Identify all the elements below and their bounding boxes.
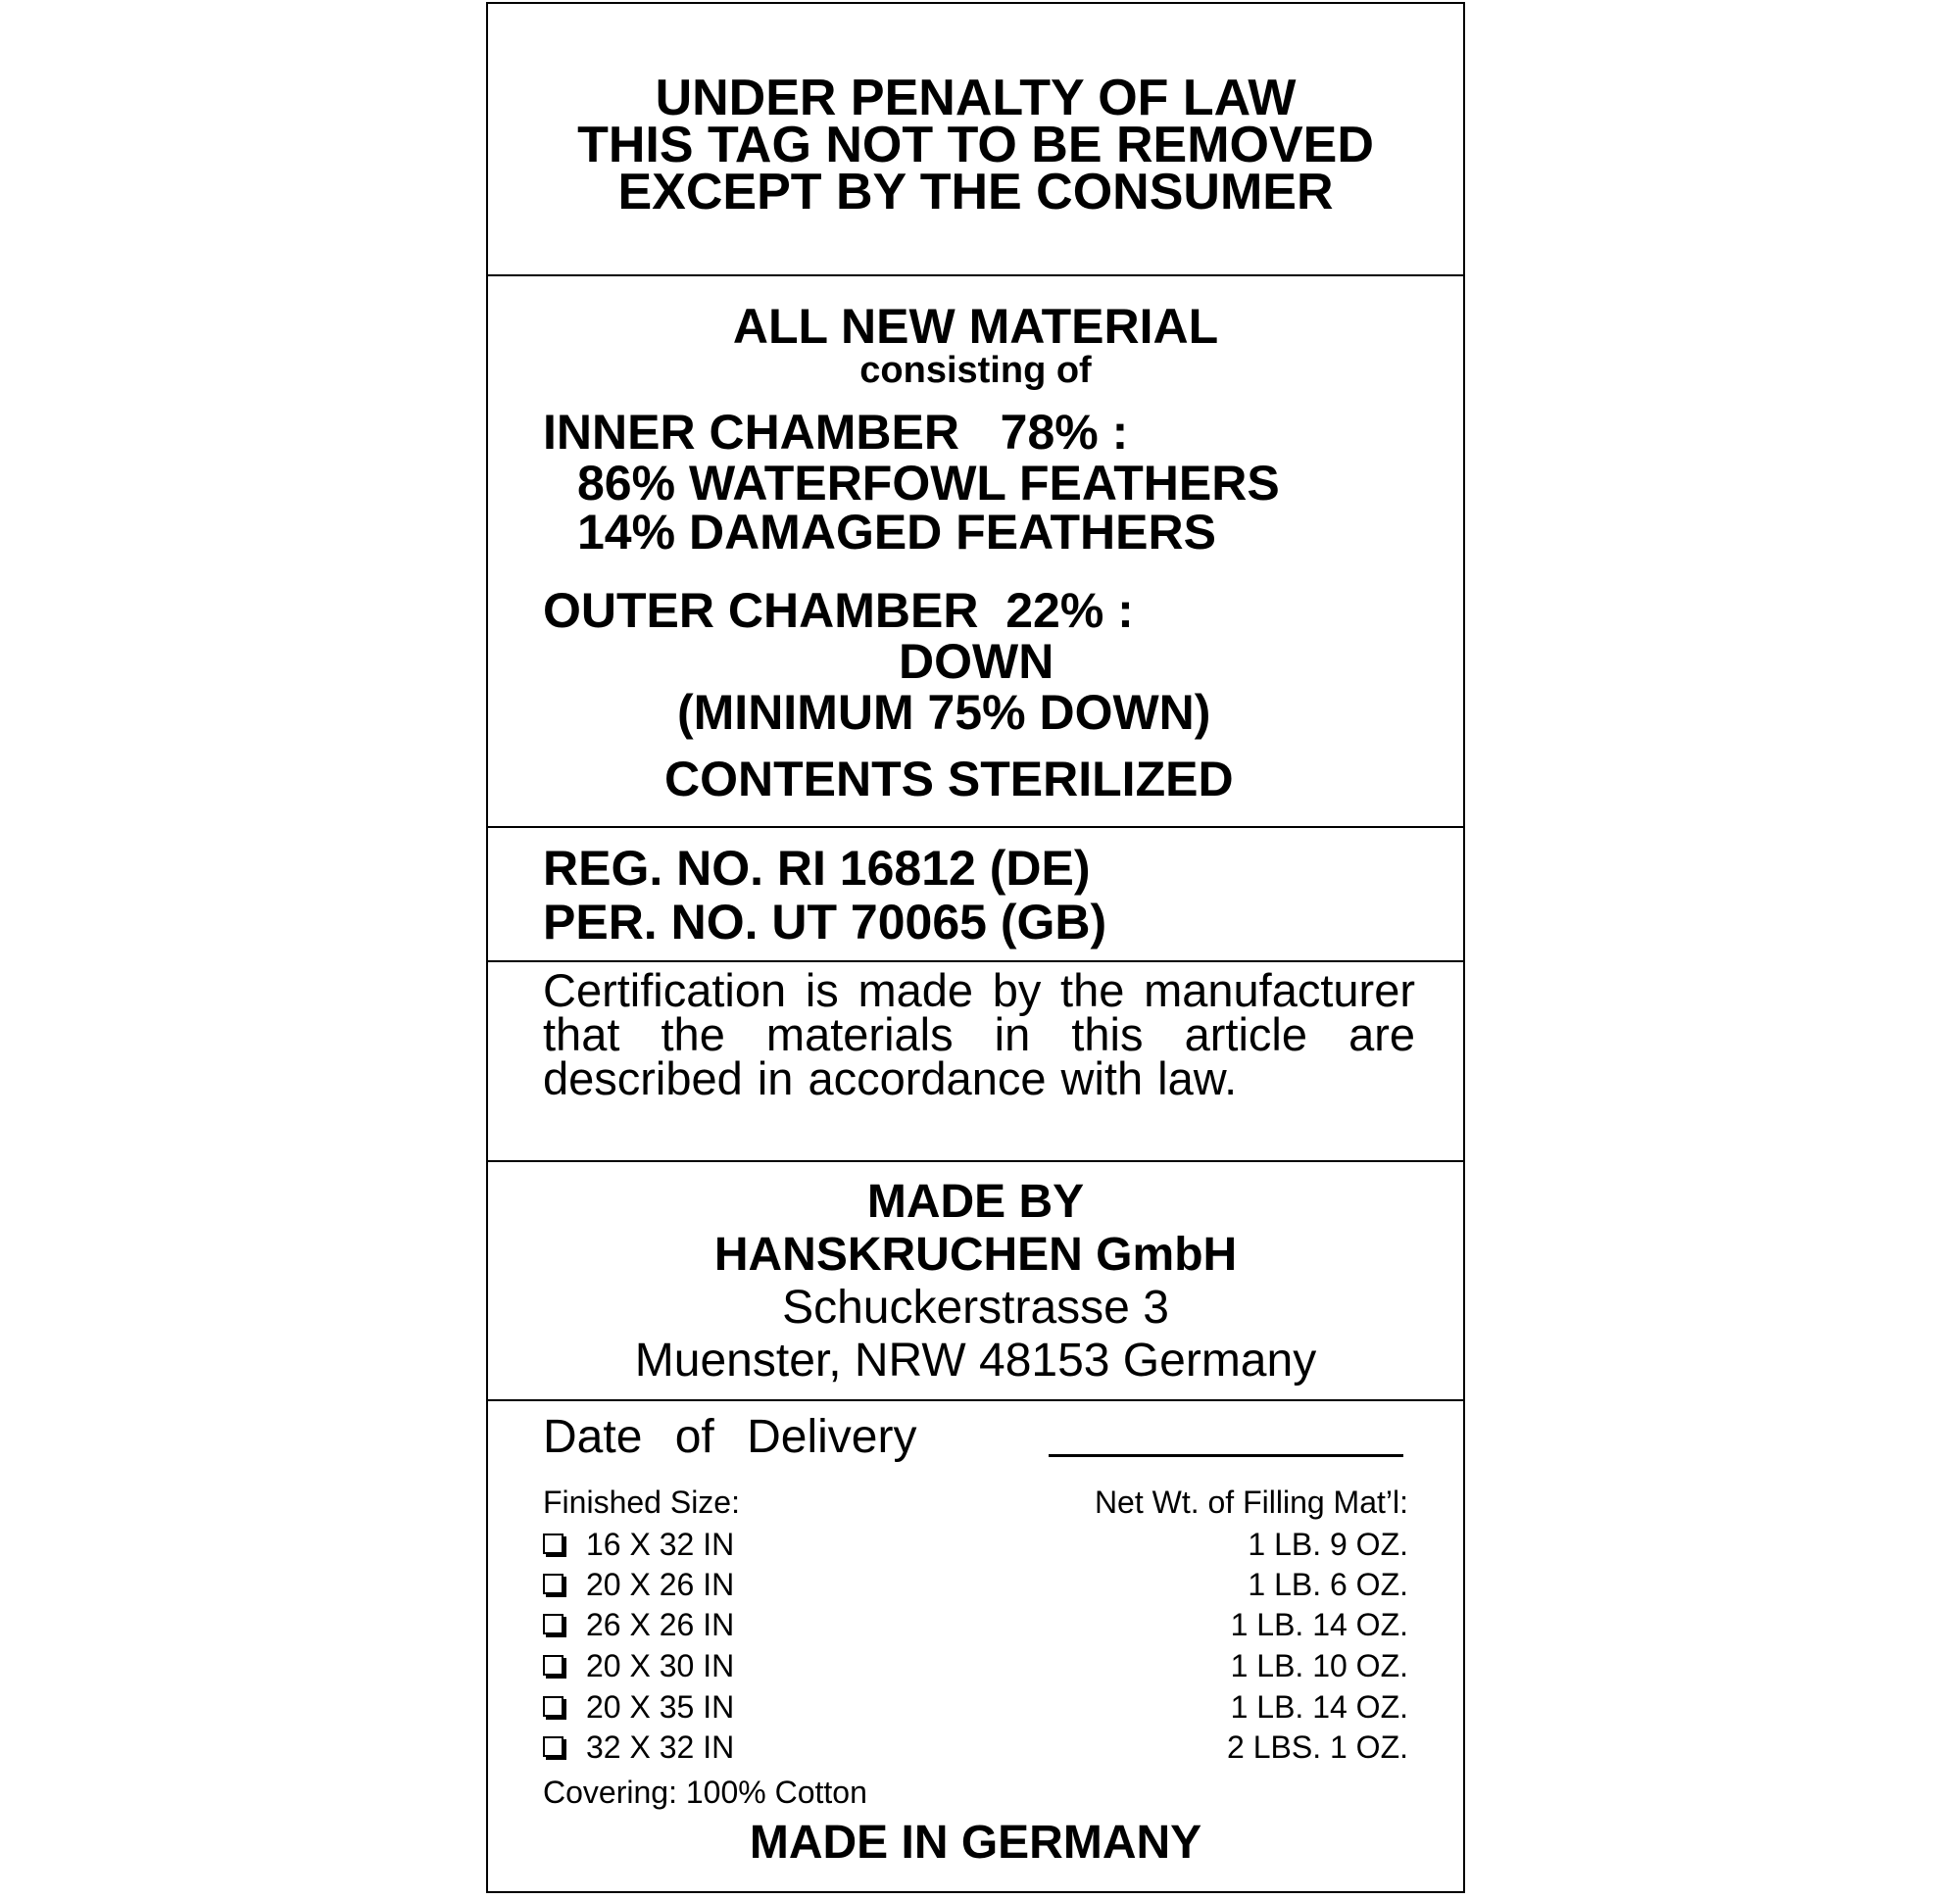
certification-section (488, 962, 1463, 1162)
net-weight-header: Net Wt. of Filling Mat’l: (1094, 1485, 1408, 1520)
inner-chamber-item-2: 14% DAMAGED FEATHERS (577, 505, 1216, 560)
law-tag (486, 2, 1465, 1893)
weight-value: 1 LB. 6 OZ. (1248, 1567, 1408, 1602)
size-row (543, 1525, 1408, 1565)
outer-chamber-label: OUTER CHAMBER 22% : (543, 583, 1134, 638)
material-heading: ALL NEW MATERIAL (732, 299, 1219, 354)
date-of-delivery-blank (1049, 1454, 1403, 1457)
warning-section (488, 4, 1463, 276)
registration-section (488, 828, 1463, 962)
warning-line-3: EXCEPT BY THE CONSUMER (617, 164, 1334, 220)
size-checkbox-icon[interactable] (543, 1655, 564, 1676)
warning-line-2: THIS TAG NOT TO BE REMOVED (577, 117, 1374, 173)
size-checkbox-icon[interactable] (543, 1696, 564, 1717)
weight-value: 1 LB. 14 OZ. (1230, 1607, 1408, 1642)
size-row (543, 1646, 1408, 1686)
size-checkbox-icon[interactable] (543, 1534, 564, 1554)
weight-value: 2 LBS. 1 OZ. (1227, 1729, 1408, 1765)
company-city: Muenster, NRW 48153 Germany (634, 1335, 1317, 1387)
size-value: 20 X 30 IN (586, 1648, 735, 1683)
date-of-delivery-label: Date of Delivery (543, 1411, 917, 1463)
made-in-germany: MADE IN GERMANY (749, 1817, 1202, 1869)
inner-chamber-label: INNER CHAMBER 78% : (543, 405, 1129, 460)
size-value: 20 X 26 IN (586, 1567, 735, 1602)
size-row (543, 1565, 1408, 1605)
warning-line-1: UNDER PENALTY OF LAW (655, 70, 1297, 126)
size-row (543, 1728, 1408, 1768)
size-row (543, 1605, 1408, 1645)
size-checkbox-icon[interactable] (543, 1736, 564, 1757)
company-name: HANSKRUCHEN GmbH (713, 1229, 1238, 1281)
size-value: 32 X 32 IN (586, 1729, 735, 1765)
company-street: Schuckerstrasse 3 (782, 1282, 1169, 1334)
weight-value: 1 LB. 10 OZ. (1230, 1648, 1408, 1683)
delivery-section (488, 1401, 1463, 1895)
reg-number: REG. NO. RI 16812 (DE) (543, 841, 1091, 896)
outer-chamber-item-2: (MINIMUM 75% DOWN) (677, 685, 1211, 740)
size-value: 20 X 35 IN (586, 1689, 735, 1725)
maker-section (488, 1162, 1463, 1401)
material-subheading: consisting of (859, 350, 1092, 391)
per-number: PER. NO. UT 70065 (GB) (543, 895, 1107, 950)
size-checkbox-icon[interactable] (543, 1574, 564, 1594)
made-by-label: MADE BY (866, 1176, 1085, 1228)
size-checkbox-icon[interactable] (543, 1614, 564, 1634)
weight-value: 1 LB. 9 OZ. (1248, 1527, 1408, 1562)
weight-value: 1 LB. 14 OZ. (1230, 1689, 1408, 1725)
size-value: 16 X 32 IN (586, 1527, 735, 1562)
size-value: 26 X 26 IN (586, 1607, 735, 1642)
material-section (488, 276, 1463, 828)
certification-text: Certification is made by the manufacturer that the materials in this article are described in accordance with law. (543, 964, 1415, 1104)
outer-chamber-item-1: DOWN (899, 634, 1054, 689)
finished-size-header: Finished Size: (543, 1485, 740, 1520)
inner-chamber-item-1: 86% WATERFOWL FEATHERS (577, 456, 1280, 511)
contents-sterilized: CONTENTS STERILIZED (664, 752, 1234, 806)
covering-text: Covering: 100% Cotton (543, 1775, 867, 1810)
size-row (543, 1687, 1408, 1728)
